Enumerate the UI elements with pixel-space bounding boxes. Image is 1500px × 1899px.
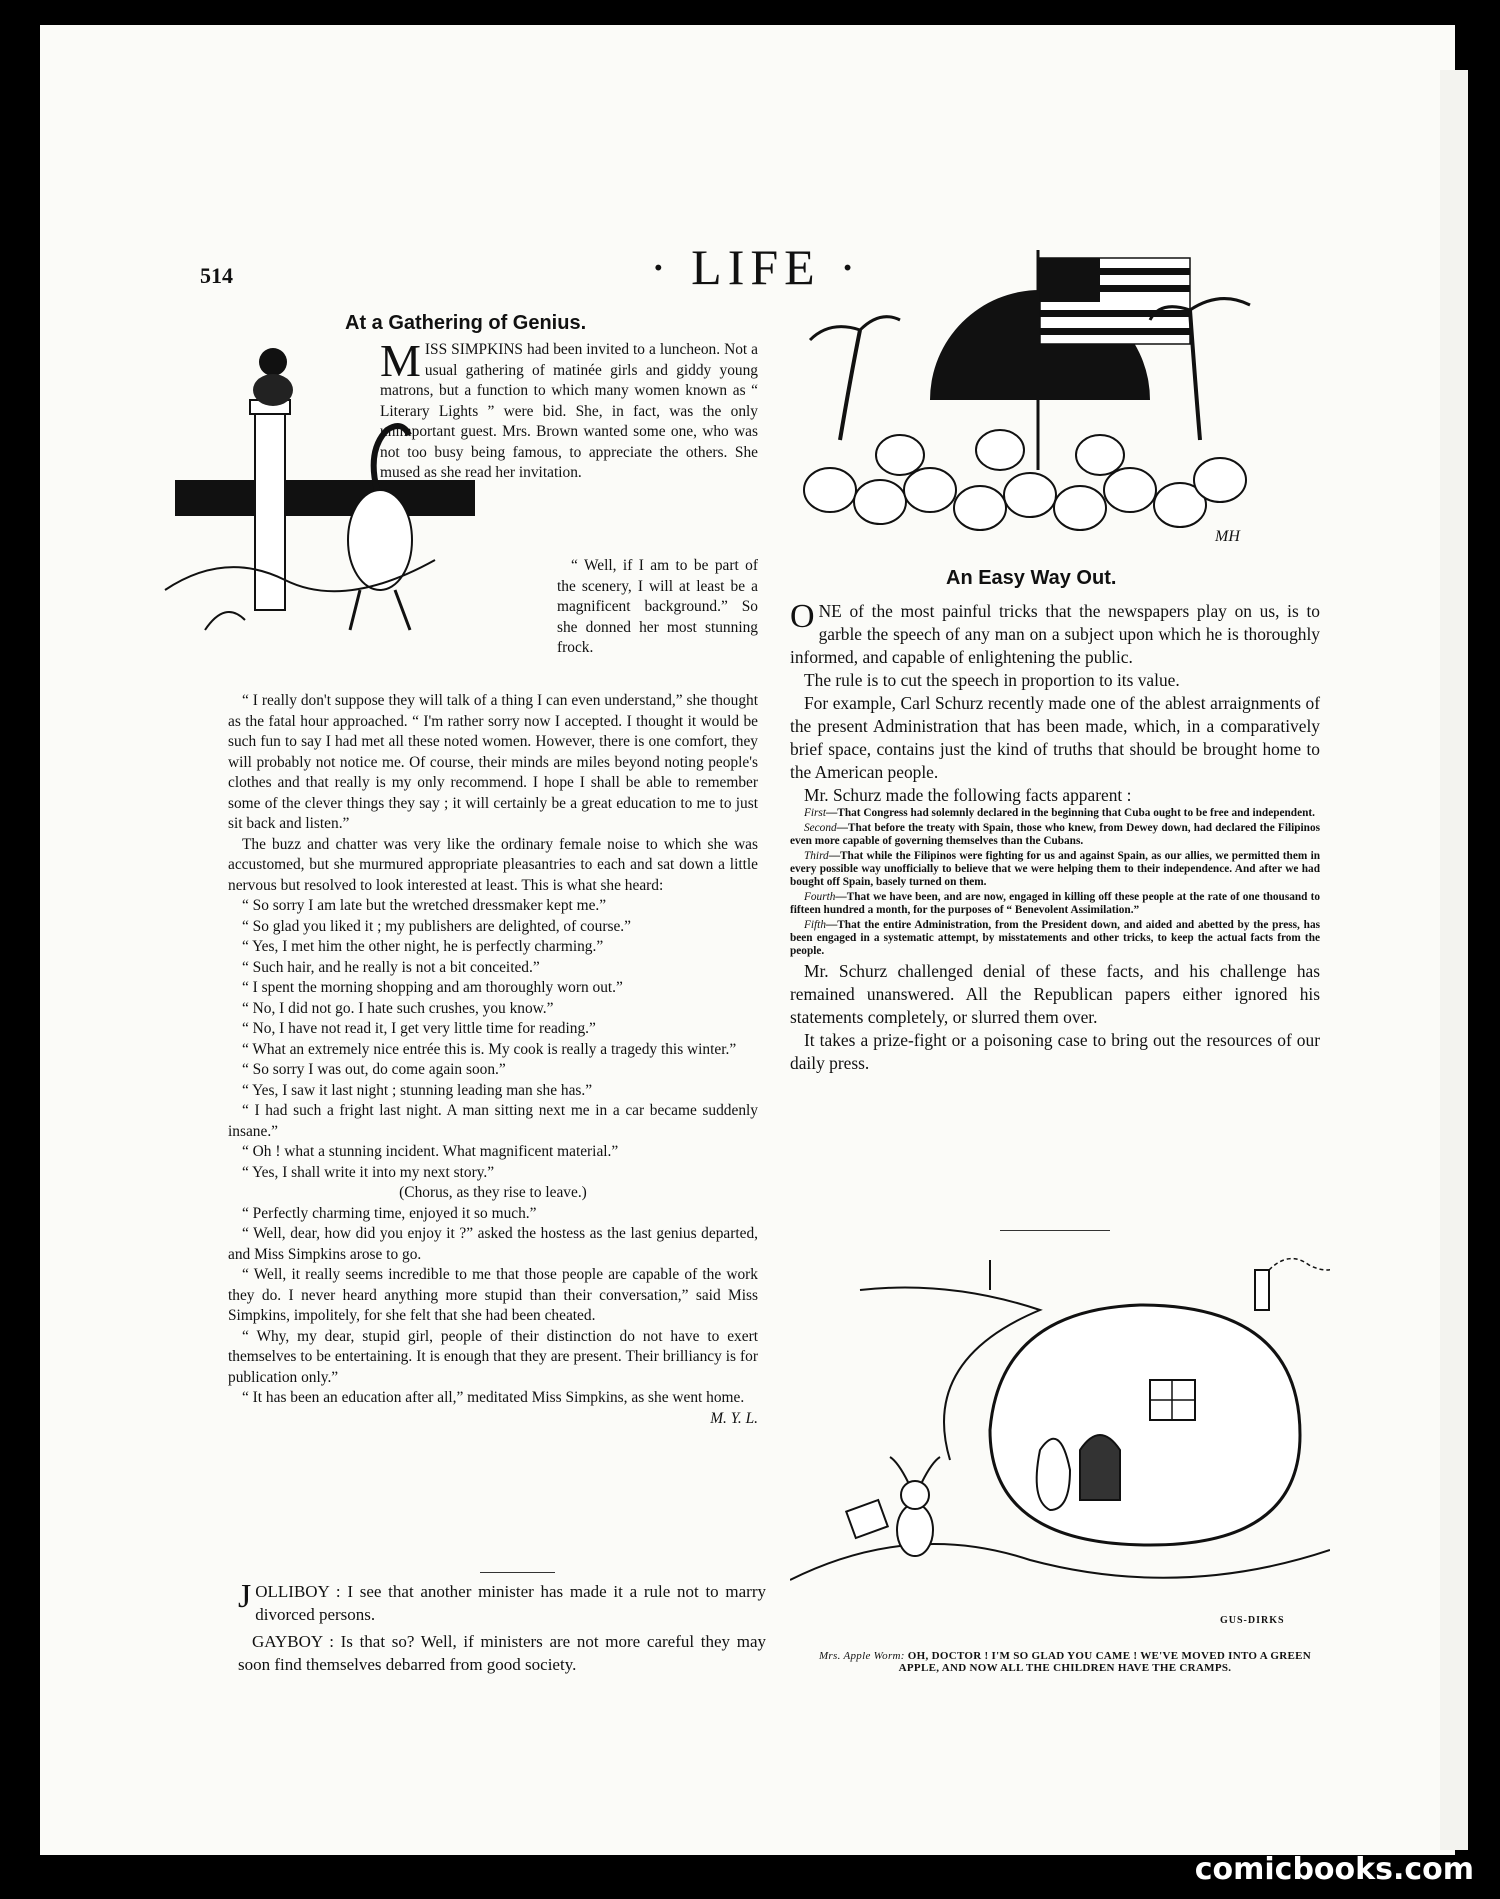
quote-line: “ Yes, I saw it last night ; stunning leading man she has.” (242, 1081, 593, 1099)
fact-item: Second—That before the treaty with Spain, those who knew, from Dewey down, had declared the Filipinos even more capable of governing themselves than the Cubans. (790, 822, 1320, 847)
quote-line: “ Such hair, and he really is not a bit conceited.” (242, 958, 540, 976)
article-title-gathering: At a Gathering of Genius. (345, 312, 587, 334)
artist-signature-dirks: GUS-DIRKS (1220, 1615, 1285, 1626)
quote-line: “ I had such a fright last night. A man sitting next me in a car became suddenly insane.” (228, 1102, 758, 1140)
article1-signature: M. Y. L. (710, 1409, 758, 1427)
article-title-easy-way: An Easy Way Out. (946, 567, 1117, 589)
article1-paragraph-3: “ I really don't suppose they will talk of a thing I can even understand,” she thought as the fatal hour approached. “ I'm rather sorry now I accepted. I thought it would be such fun to say I had met all these noted women. However, there is one comfort, they will probably not notice me. Of course, their minds are miles beyond noting people's clothes and that really is my only recommend. I hope I shall be able to remember some of the clever things they say ; it will certainly be a great education to me to just sit back and listen.” (228, 692, 758, 832)
article1-paragraph-4: The buzz and chatter was very like the ordinary female noise to which she was accustomed, but she murmured appropriate pleasantries to each and sat down a little nervous but resolved to look interested at least. This is what she heard: (228, 835, 758, 894)
fact-item: Fifth—That the entire Administration, from the President down, and aided and abetted by the press, has been engaged in a systematic attempt, by misstatements and other tricks, to keep the actual facts from the people. (790, 919, 1320, 957)
divider-line (480, 1572, 555, 1573)
article2-body (790, 600, 1320, 1075)
article2-paragraph-6: It takes a prize-fight or a poisoning case to bring out the resources of our daily press. (790, 1030, 1320, 1073)
quote-line: “ Yes, I shall write it into my next story.” (242, 1163, 495, 1181)
article1-p2-block (557, 556, 758, 659)
article1-intro (380, 335, 758, 484)
artist-signature-mh: MH (1215, 528, 1240, 545)
joke-line-2: GAYBOY : Is that so? Well, if ministers are not more careful they may soon find themselves debarred from good society. (238, 1632, 766, 1674)
dropcap-o: O (790, 598, 815, 635)
article1-paragraph-6: “ Well, dear, how did you enjoy it ?” asked the hostess as the last genius departed, and Miss Simpkins arose to go. (228, 1225, 758, 1263)
joke-block (238, 1580, 766, 1676)
fact-item: Fourth—That we have been, and are now, engaged in killing off these people at the rate of one thousand to fifteen hundred a month, for the purposes of “ Benevolent Assimilation.” (790, 891, 1320, 916)
article1-paragraph-8: “ Why, my dear, stupid girl, people of their distinction do not have to exert themselves to be entertaining. It is enough that they are present. Their brilliancy is for publication only.” (228, 1327, 758, 1386)
joke-line-1: OLLIBOY : I see that another minister has made it a rule not to marry divorced persons. (255, 1582, 766, 1624)
quote-line: “ No, I did not go. I hate such crushes, you know.” (242, 999, 554, 1017)
quote-line: “ I spent the morning shopping and am thoroughly worn out.” (242, 979, 623, 996)
quote-line: “ No, I have not read it, I get very little time for reading.” (242, 1020, 596, 1037)
quote-line: “ Yes, I met him the other night, he is perfectly charming.” (242, 938, 604, 955)
facts-list (790, 807, 1320, 958)
fact-item: Third—That while the Filipinos were fighting for us and against Spain, as our allies, we permitted them in every possible way unofficially to believe that we were helping them to their independence. And after we had bought off Spain, basely turned on them. (790, 850, 1320, 888)
caption-text: OH, DOCTOR ! I'M SO GLAD YOU CAME ! WE'VE MOVED INTO A GREEN APPLE, AND NOW ALL THE CHILDREN HAVE THE CRAMPS. (898, 1650, 1312, 1674)
quote-line: “ So sorry I was out, do come again soon.” (242, 1061, 506, 1078)
quote-line: “ So glad you liked it ; my publishers are delighted, of course.” (242, 917, 631, 935)
dropcap-j: J (238, 1578, 252, 1615)
watermark: comicbooks.com (1194, 1852, 1474, 1887)
article2-paragraph-2: The rule is to cut the speech in proportion to its value. (804, 670, 1180, 690)
article1-paragraph-5: “ Perfectly charming time, enjoyed it so much.” (242, 1204, 537, 1222)
article1-paragraph-9: “ It has been an education after all,” meditated Miss Simpkins, as she went home. (242, 1389, 745, 1406)
cartoon-caption (800, 1650, 1330, 1674)
masthead-title: · LIFE · (650, 239, 862, 295)
caption-speaker: Mrs. Apple Worm: (818, 1650, 905, 1662)
article1-paragraph-2: “ Well, if I am to be part of the scenery, I will at least be a magnificent background.” So she donned her most stunning frock. (557, 557, 758, 656)
divider-line-2 (1000, 1230, 1110, 1231)
article1-paragraph-1: ISS SIMPKINS had been invited to a luncheon. Not a usual gathering of matinée girls and giddy young matrons, but a function to which many women known as “ Literary Lights ” were bid. She, in fact, was the only unimportant guest. Mrs. Brown wanted some one, who was not too busy being famous, to appreciate the others. She mused as she read her invitation. (380, 341, 758, 481)
adjacent-page-edge (1440, 70, 1468, 1850)
article1-body (228, 691, 758, 1429)
quote-line: “ So sorry I am late but the wretched dressmaker kept me.” (242, 897, 607, 914)
apple-house-cartoon (790, 1250, 1330, 1630)
dropcap-m: M (380, 335, 421, 386)
article2-paragraph-3: For example, Carl Schurz recently made one of the ablest arraignments of the present Administration that has been made, which, in a comparatively brief space, contains just the kind of truths that should be brought home to the American people. (790, 693, 1320, 782)
article2-paragraph-1: NE of the most painful tricks that the newspapers play on us, is to garble the speech of any man on a subject upon which he is thoroughly informed, and capable of enlightening the public. (790, 601, 1320, 667)
quote-line: “ Oh ! what a stunning incident. What magnificent material.” (242, 1143, 619, 1160)
article1-paragraph-7: “ Well, it really seems incredible to me that those people are capable of the work they do. I never heard anything more stupid than their conversation,” said Miss Simpkins, impolitely, for she felt that she had been cheated. (228, 1266, 758, 1324)
flag-skulls-illustration (780, 240, 1320, 550)
chorus-line: (Chorus, as they rise to leave.) (399, 1184, 587, 1201)
article2-paragraph-4: Mr. Schurz made the following facts apparent : (804, 785, 1132, 805)
page-number: 514 (200, 263, 233, 288)
fact-item: First—That Congress had solemnly declared in the beginning that Cuba ought to be free and independent. (804, 807, 1315, 819)
overheard-quotes (228, 896, 758, 1183)
quote-line: “ What an extremely nice entrée this is. My cook is really a tragedy this winter.” (242, 1040, 737, 1058)
article2-paragraph-5: Mr. Schurz challenged denial of these facts, and his challenge has remained unanswered. All the Republican papers either ignored his statements completely, or slurred them over. (790, 961, 1320, 1027)
